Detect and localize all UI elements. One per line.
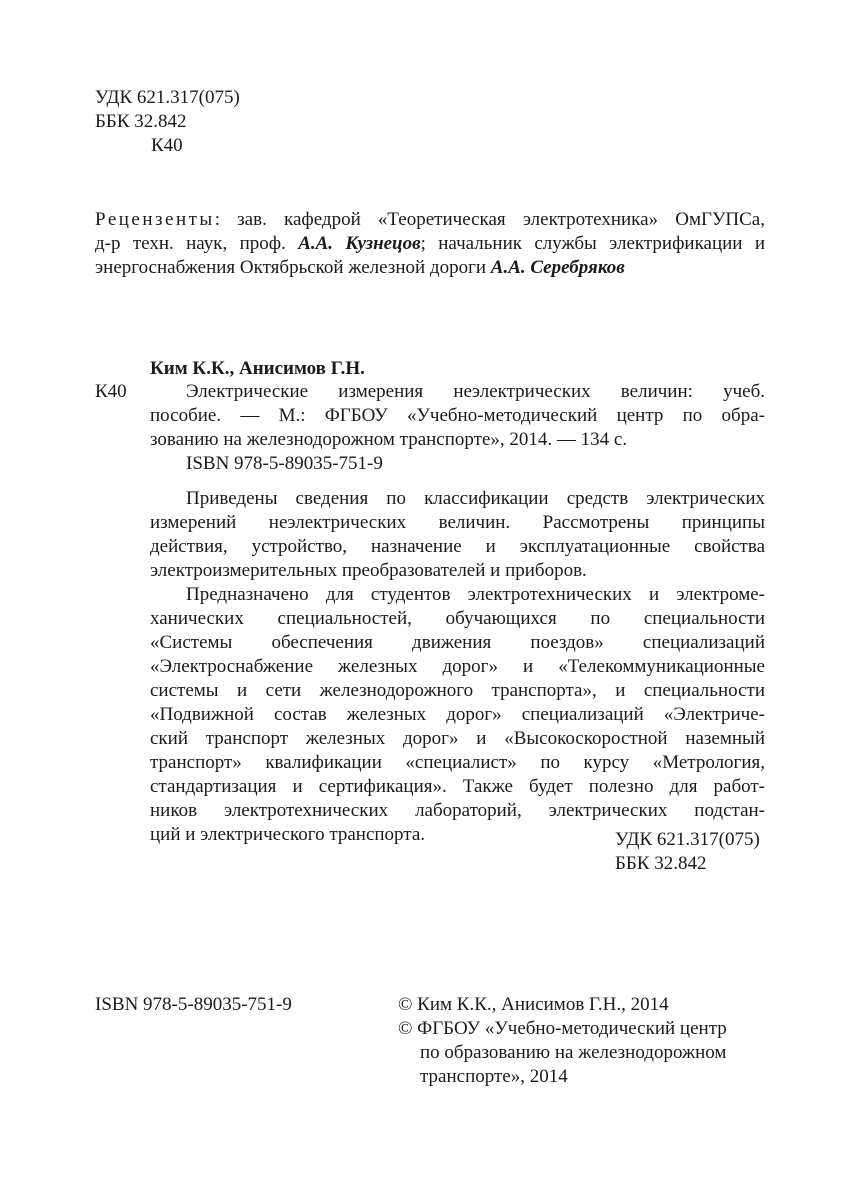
biblio-line: пособие. — М.: ФГБОУ «Учебно-методический центр по обра- (150, 405, 765, 426)
annotation (150, 487, 765, 847)
isbn-footer: ISBN 978-5-89035-751-9 (95, 994, 292, 1015)
classification-block-bottom (615, 828, 760, 876)
annotation-line: «Электроснабжение железных дорог» и «Телекоммуникационные (150, 656, 765, 677)
reviewers-line-1-text: : зав. кафедрой «Теоретическая электротехника» ОмГУПСа, (214, 209, 765, 230)
bbk-code: ББК 32.842 (95, 111, 187, 132)
reviewers-line-2-start: д-р техн. наук, проф. (95, 233, 299, 254)
reviewers-line-1 (95, 208, 765, 232)
udk-code-bottom: УДК 621.317(075) (615, 829, 760, 850)
annotation-paragraph-2 (150, 583, 765, 847)
annotation-line: Приведены сведения по классификации средств электрических (186, 488, 765, 509)
classification-block (95, 86, 240, 158)
biblio-line: зованию на железнодорожном транспорте», 2014. — 134 с. (150, 429, 628, 450)
annotation-line: измерений неэлектрических величин. Рассмотрены принципы (150, 512, 765, 533)
annotation-line: «Подвижной состав железных дорог» специализаций «Электриче- (150, 704, 765, 725)
reviewers-block (95, 208, 765, 280)
reviewers-label: Рецензенты (95, 209, 215, 230)
copyright-publisher-cont: транспорте», 2014 (420, 1066, 568, 1087)
annotation-line: транспорт» квалификации «специалист» по курсу «Метрология, (150, 752, 765, 773)
annotation-paragraph-1 (150, 487, 765, 583)
annotation-line: ций и электрического транспорта. (150, 824, 426, 845)
annotation-line: ский транспорт железных дорог» и «Высокоскоростной наземный (150, 728, 765, 749)
reviewers-line-2-rest: ; начальник службы электрификации и (420, 233, 765, 254)
annotation-line: стандартизация и сертификация». Также будет полезно для работ- (150, 776, 765, 797)
reviewer-name-1: А.А. Кузнецов (298, 233, 421, 254)
copyright-block (398, 993, 727, 1089)
bibliographic-sign: К40 (95, 381, 127, 402)
author-sign: К40 (151, 135, 183, 156)
annotation-line: «Системы обеспечения движения поездов» специализаций (150, 632, 765, 653)
copyright-publisher-cont: по образованию на железнодорожном (420, 1042, 727, 1063)
annotation-line: ников электротехнических лабораторий, электрических подстан- (150, 800, 765, 821)
annotation-line: действия, устройство, назначение и эксплуатационные свойства (150, 536, 765, 557)
annotation-line: электроизмерительных преобразователей и приборов. (150, 560, 587, 581)
isbn-line: ISBN 978-5-89035-751-9 (186, 453, 383, 474)
bibliographic-description (150, 380, 765, 476)
bbk-code-bottom: ББК 32.842 (615, 853, 707, 874)
copyright-publisher: © ФГБОУ «Учебно-методический центр (398, 1018, 727, 1039)
biblio-line: Электрические измерения неэлектрических величин: учеб. (186, 381, 765, 402)
annotation-line: Предназначено для студентов электротехнических и электроме- (186, 584, 765, 605)
reviewer-name-2: А.А. Серебряков (490, 257, 625, 278)
book-authors: Ким К.К., Анисимов Г.Н. (150, 358, 365, 379)
reviewers-line-3 (95, 256, 765, 280)
udk-code: УДК 621.317(075) (95, 87, 240, 108)
reviewers-line-2 (95, 232, 765, 256)
annotation-line: системы и сети железнодорожного транспорта», и специальности (150, 680, 765, 701)
copyright-authors: © Ким К.К., Анисимов Г.Н., 2014 (398, 994, 669, 1015)
annotation-line: ханических специальностей, обучающихся по специальности (150, 608, 765, 629)
reviewers-line-3-start: энергоснабжения Октябрьской железной дороги (95, 257, 491, 278)
